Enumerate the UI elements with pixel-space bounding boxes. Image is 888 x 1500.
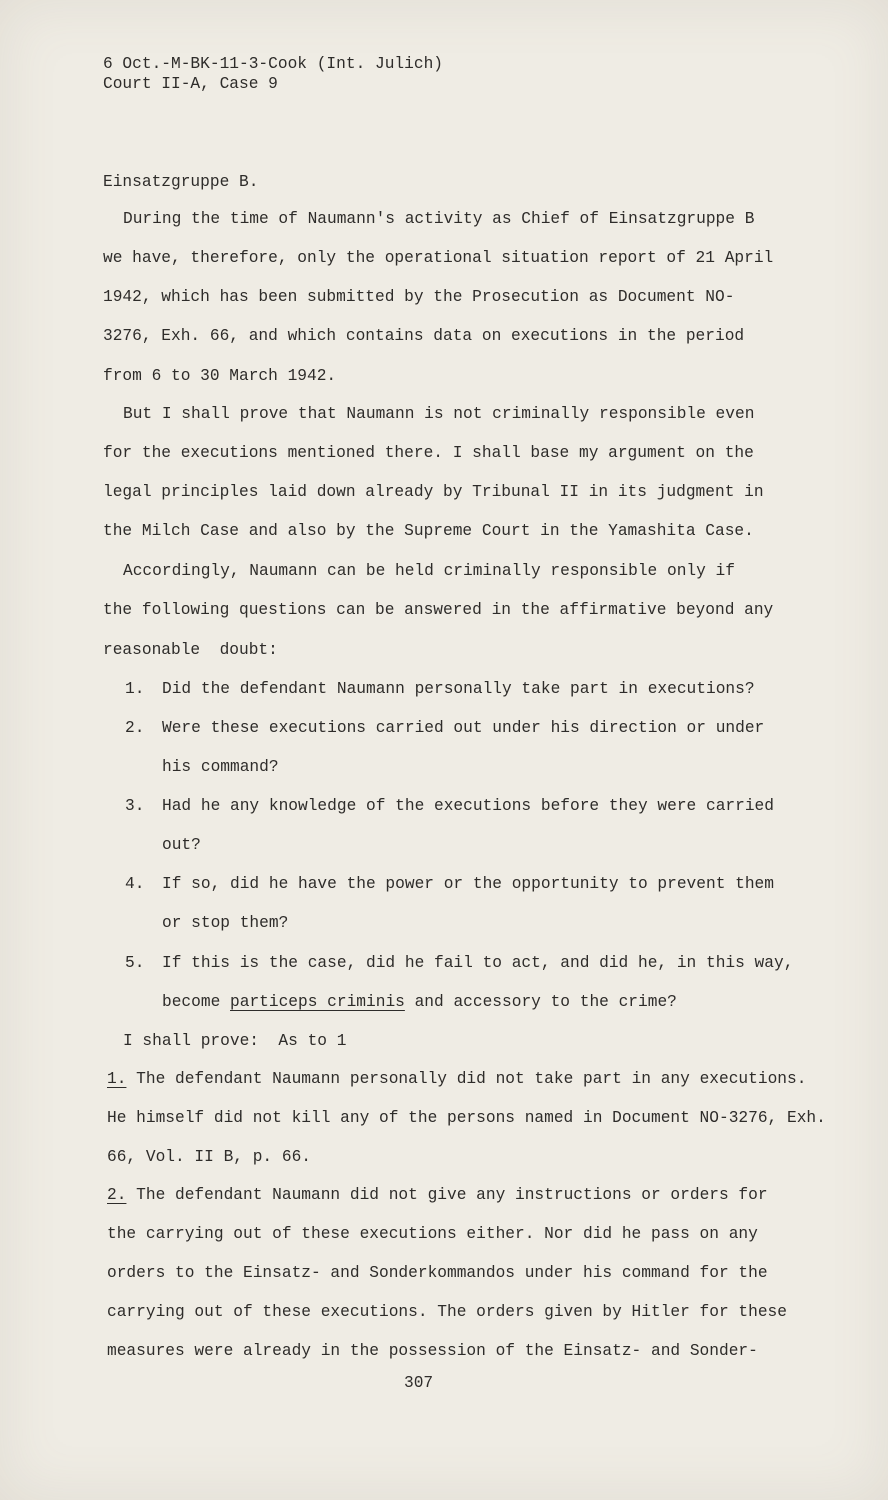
question-number: 2. [125,719,145,737]
question-text: or stop them? [162,914,289,932]
answer-number: 2. [107,1186,127,1204]
text-line: Accordingly, Naumann can be held criminally responsible only if [123,562,735,580]
text-line: He himself did not kill any of the persons named in Document NO-3276, Exh. [107,1109,826,1127]
question-text: out? [162,836,201,854]
text-line: 66, Vol. II B, p. 66. [107,1148,311,1166]
text-line: we have, therefore, only the operational situation report of 21 April [103,249,774,267]
section-heading: Einsatzgruppe B. [103,173,259,191]
text-line: reasonable doubt: [103,641,278,659]
text-line: the following questions can be answered in the affirmative beyond any [103,601,774,619]
text-line: carrying out of these executions. The orders given by Hitler for these [107,1303,787,1321]
text-line: from 6 to 30 March 1942. [103,367,337,385]
text-line: But I shall prove that Naumann is not criminally responsible even [123,405,755,423]
header-line-2: Court II-A, Case 9 [103,75,278,93]
question-number: 1. [125,680,145,698]
text-line: 3276, Exh. 66, and which contains data on executions in the period [103,327,745,345]
page-number: 307 [404,1374,434,1392]
answer-text: The defendant Naumann personally did not take part in any executions. [126,1070,807,1088]
header-line-1: 6 Oct.-M-BK-11-3-Cook (Int. Julich) [103,55,443,73]
text-line: orders to the Einsatz- and Sonderkommandos under his command for the [107,1264,768,1282]
question-text: If this is the case, did he fail to act, and did he, in this way, [162,954,794,972]
question-number: 3. [125,797,145,815]
text-line [107,1069,806,1089]
text-line: 1942, which has been submitted by the Prosecution as Document NO- [103,288,735,306]
question-number: 4. [125,875,145,893]
text-line [107,1185,768,1205]
text-line: the Milch Case and also by the Supreme Court in the Yamashita Case. [103,522,754,540]
question-text-lead: become [162,993,221,1011]
answer-text: The defendant Naumann did not give any instructions or orders for [126,1186,768,1204]
question-text: Had he any knowledge of the executions before they were carried [162,797,774,815]
question-number: 5. [125,954,145,972]
text-line: legal principles laid down already by Tribunal II in its judgment in [103,483,764,501]
question-text-tail: and accessory to the crime? [404,993,677,1011]
text-line: measures were already in the possession of the Einsatz- and Sonder- [107,1342,758,1360]
text-line: the carrying out of these executions either. Nor did he pass on any [107,1225,758,1243]
text-line: During the time of Naumann's activity as Chief of Einsatzgruppe B [123,210,755,228]
latin-term: particeps criminis [230,993,405,1011]
prove-intro: I shall prove: As to 1 [123,1032,347,1050]
question-text: Did the defendant Naumann personally take part in executions? [162,680,755,698]
text-line: for the executions mentioned there. I shall base my argument on the [103,444,754,462]
question-text [162,992,677,1012]
question-text: his command? [162,758,279,776]
question-text: Were these executions carried out under his direction or under [162,719,765,737]
answer-number: 1. [107,1070,127,1088]
question-text: If so, did he have the power or the opportunity to prevent them [162,875,774,893]
